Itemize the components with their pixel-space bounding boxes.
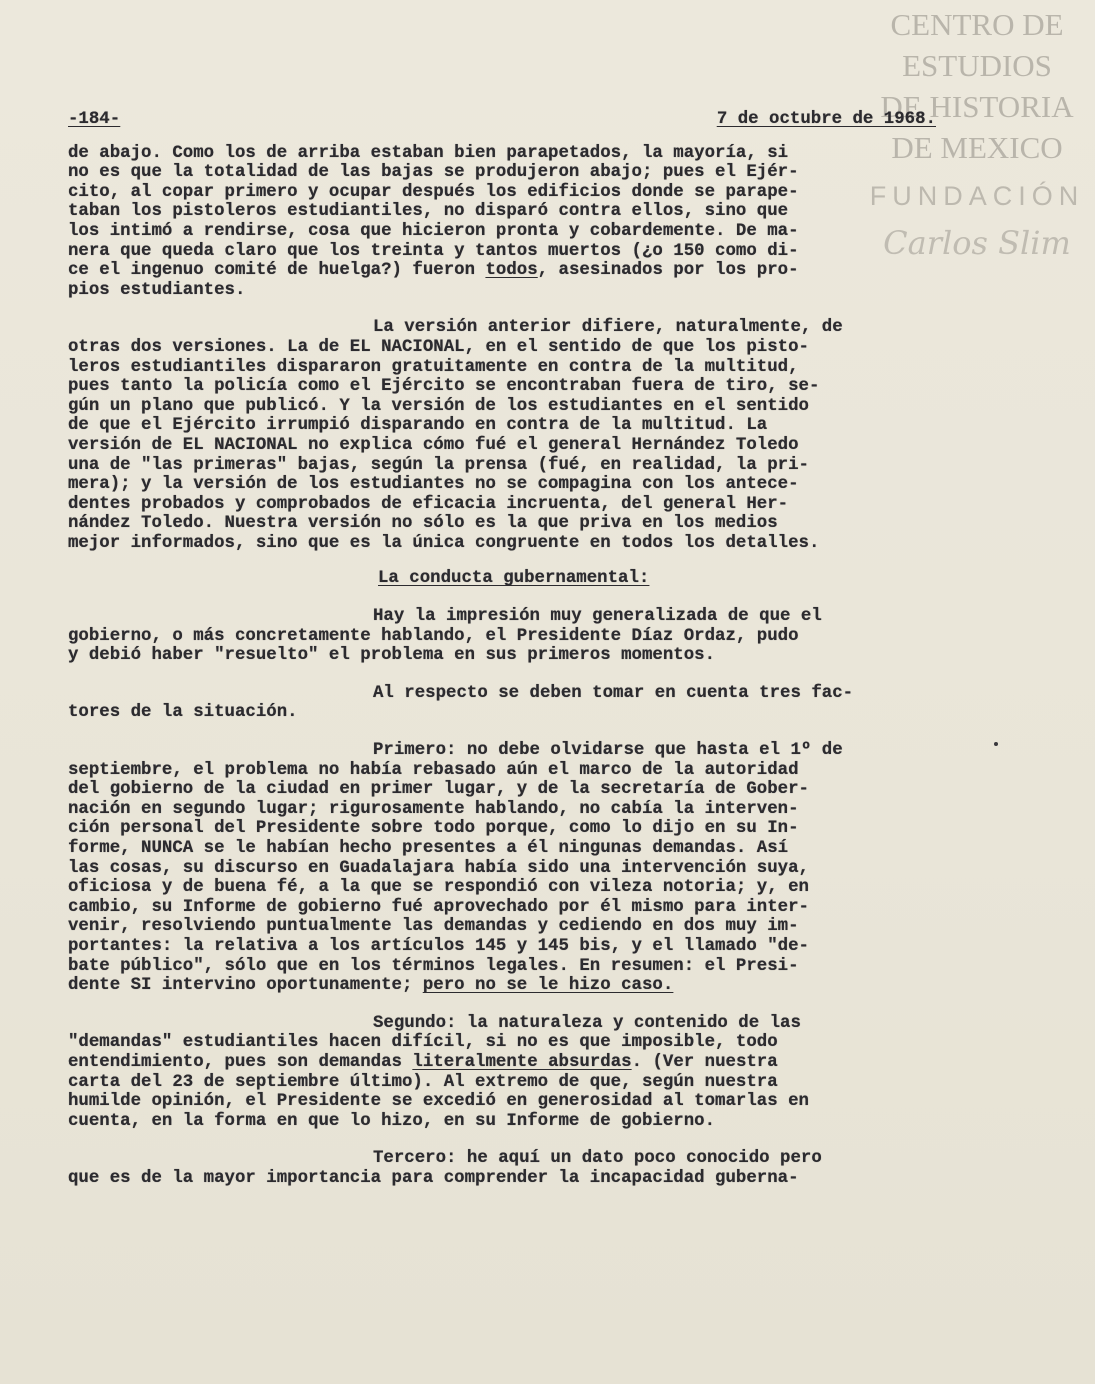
paragraph-primero <box>68 741 936 996</box>
text-line: nación en segundo lugar; rigurosamente hablando, no cabía la interven- <box>68 799 799 819</box>
text-line: forme, NUNCA se le habían hecho presentes a él ningunas demandas. Así <box>68 839 789 858</box>
text-line: que es de la mayor importancia para comprender la incapacidad guberna- <box>68 1168 799 1188</box>
text-line: mera); y la versión de los estudiantes no se compagina con los antece- <box>68 475 799 495</box>
text-line: oficiosa y de buena fé, a la que se respondió con vileza notoria; y, en <box>68 878 809 898</box>
text-line: taban los pistoleros estudiantiles, no disparó contra ellos, sino que <box>68 202 789 222</box>
watermark-signature: Carlos Slim <box>883 224 1071 262</box>
text-line: mejor informados, sino que es la única congruente en todos los detalles. <box>68 533 820 553</box>
text-line: Hay la impresión muy generalizada de que el <box>373 607 822 627</box>
text-line: dentes probados y comprobados de eficacia incruenta, del general Her- <box>68 494 789 514</box>
text-line <box>68 1053 936 1073</box>
letter-date: 7 de octubre de 1968. <box>716 110 936 129</box>
ink-speck <box>994 742 998 746</box>
watermark-line: ESTUDIOS <box>902 48 1052 83</box>
page-number: -184- <box>68 110 121 129</box>
watermark-fundacion: FUNDACIÓN <box>869 181 1085 211</box>
underlined-todos: todos <box>485 261 538 281</box>
text-line: bate público", sólo que en los términos legales. En resumen: el Presi- <box>68 956 799 976</box>
text-line: de abajo. Como los de arriba estaban bien parapetados, la mayoría, si <box>68 143 789 163</box>
text-line: del gobierno de la ciudad en primer lugar, y de la secretaría de Gober- <box>68 780 809 800</box>
paragraph-factores <box>68 684 936 723</box>
text-line: venir, resolviendo puntualmente las demandas y cediendo en dos muy im- <box>68 917 799 937</box>
text-line: La versión anterior difiere, naturalmente, de <box>373 318 843 338</box>
text-line: leros estudiantiles dispararon gratuitamente en contra de la multitud, <box>68 357 799 377</box>
text-line: Segundo: la naturaleza y contenido de las <box>373 1013 801 1033</box>
text-line: portantes: la relativa a los artículos 145 y 145 bis, y el llamado "de- <box>68 936 809 956</box>
paragraph-segundo <box>68 1014 936 1132</box>
underlined-phrase: literalmente absurdas <box>412 1052 632 1072</box>
watermark-line: CENTRO DE <box>890 7 1064 42</box>
text-line: y debió haber "resuelto" el problema en sus primeros momentos. <box>68 646 716 666</box>
text-line <box>68 976 936 996</box>
paragraph-tercero <box>68 1149 936 1188</box>
text-line: las cosas, su discurso en Guadalajara había sido una intervención suya, <box>68 858 809 878</box>
text-line: los intimó a rendirse, cosa que hicieron pronta y cobardemente. De ma- <box>68 221 799 241</box>
watermark-line: DE HISTORIA <box>880 89 1074 124</box>
text-line: nera que queda claro que los treinta y tantos muertos (¿o 150 como di- <box>68 241 799 261</box>
text-line: nández Toledo. Nuestra versión no sólo es la que priva en los medios <box>68 514 778 534</box>
text-fragment: , asesinados por los pro- <box>537 261 799 281</box>
text-line: otras dos versiones. La de EL NACIONAL, en el sentido de que los pisto- <box>68 337 809 357</box>
text-line: gún un plano que publicó. Y la versión de los estudiantes en el sentido <box>68 396 809 416</box>
text-line <box>68 261 936 281</box>
text-line: septiembre, el problema no había rebasado aún el marco de la autoridad <box>68 760 799 780</box>
text-line: cambio, su Informe de gobierno fué aprovechado por él mismo para inter- <box>68 897 809 917</box>
text-line: versión de EL NACIONAL no explica cómo fué el general Hernández Toledo <box>68 435 799 455</box>
text-line: cuenta, en la forma en que lo hizo, en su Informe de gobierno. <box>68 1111 716 1131</box>
text-line: tores de la situación. <box>68 703 298 723</box>
text-line: carta del 23 de septiembre último). Al extremo de que, según nuestra <box>68 1072 778 1092</box>
text-fragment: ce el ingenuo comité de huelga?) fueron <box>68 261 486 281</box>
text-line: Primero: no debe olvidarse que hasta el 1º de <box>373 741 843 761</box>
text-line: de que el Ejército irrumpió disparando en contra de la multitud. La <box>68 416 768 436</box>
text-fragment: entendimiento, pues son demandas <box>68 1052 413 1072</box>
text-fragment: dente SI intervino oportunamente; <box>68 976 423 996</box>
text-line: ción personal del Presidente sobre todo porque, como lo dijo en su In- <box>68 819 799 839</box>
underlined-phrase: pero no se le hizo caso. <box>422 976 674 996</box>
watermark-line: DE MEXICO <box>891 130 1063 165</box>
paragraph-bajas <box>68 144 936 301</box>
text-line: pios estudiantes. <box>68 280 246 300</box>
page-header <box>68 110 936 130</box>
typed-letter-body <box>68 110 936 1189</box>
text-line: cito, al copar primero y ocupar después los edificios donde se parape- <box>68 182 799 202</box>
section-heading <box>68 569 936 589</box>
text-line: no es que la totalidad de las bajas se produjeron abajo; pues el Ejér- <box>68 163 799 183</box>
paragraph-versiones <box>68 318 936 553</box>
text-line: gobierno, o más concretamente hablando, el Presidente Díaz Ordaz, pudo <box>68 626 799 646</box>
text-line: pues tanto la policía como el Ejército se encontraban fuera de tiro, se- <box>68 377 820 397</box>
text-line: "demandas" estudiantiles hacen difícil, si no es que imposible, todo <box>68 1033 778 1053</box>
text-line: una de "las primeras" bajas, según la prensa (fué, en realidad, la pri- <box>68 455 809 475</box>
text-fragment: . (Ver nuestra <box>631 1052 778 1072</box>
text-line: humilde opinión, el Presidente se excedió en generosidad al tomarlas en <box>68 1092 809 1112</box>
paragraph-impresion <box>68 607 936 666</box>
text-line: Tercero: he aquí un dato poco conocido pero <box>373 1149 822 1169</box>
text-line: Al respecto se deben tomar en cuenta tres fac- <box>373 683 854 703</box>
heading-text: La conducta gubernamental: <box>378 569 650 589</box>
